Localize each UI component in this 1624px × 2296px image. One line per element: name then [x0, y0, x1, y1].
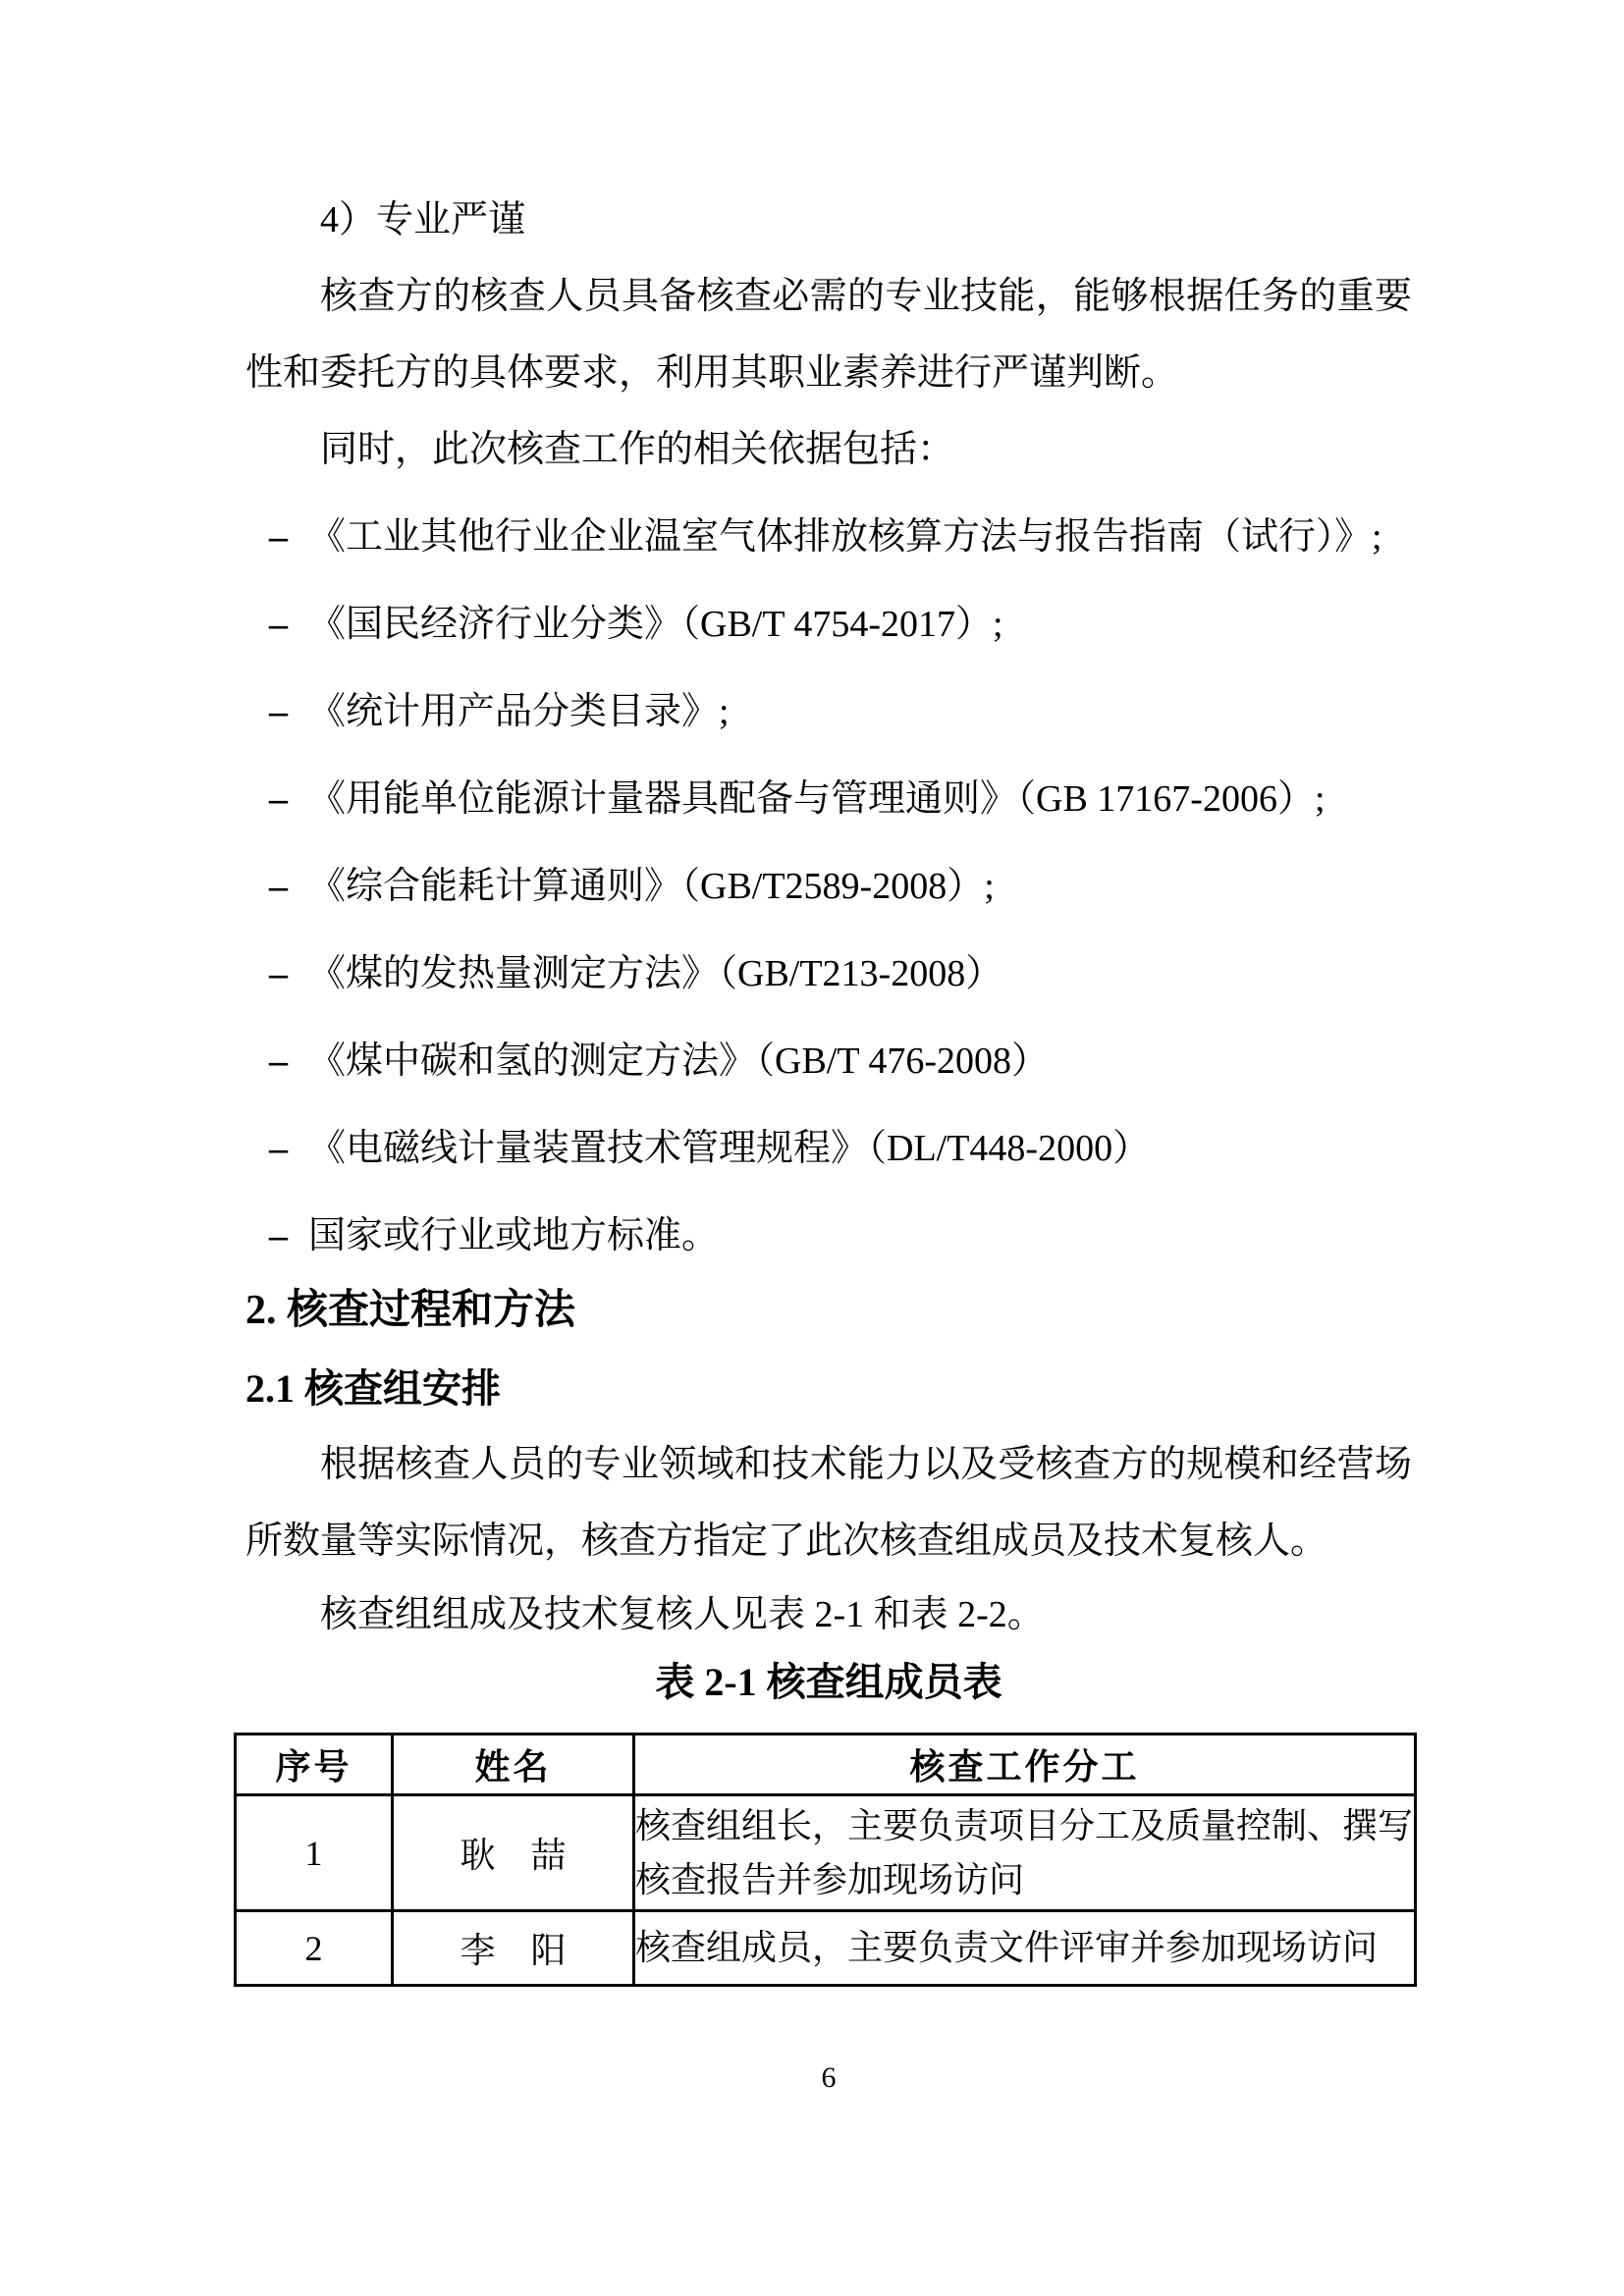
reference-list-item [245, 1211, 1412, 1260]
list-dash: – [269, 778, 288, 820]
section-heading-2: 2. 核查过程和方法 [245, 1288, 576, 1333]
reference-list-item [245, 1037, 1412, 1086]
table-row [236, 1911, 1416, 1986]
table-2-1-title: 表 2-1 核查组成员表 [655, 1660, 1002, 1704]
table-header-name: 姓名 [393, 1735, 634, 1795]
reference-text: 《综合能耗计算通则》（GB/T2589-2008）; [308, 866, 995, 907]
list-dash: – [269, 516, 288, 558]
reference-list-item [245, 949, 1412, 998]
page-content [245, 182, 1412, 2098]
list-dash: – [269, 1128, 288, 1169]
list-dash: – [269, 1215, 288, 1256]
reference-text: 《统计用产品分类目录》; [308, 691, 730, 732]
table-cell-no: 2 [236, 1911, 393, 1986]
paragraph-basis-intro: 同时，此次核查工作的相关依据包括： [320, 429, 955, 470]
list-dash: – [269, 691, 288, 732]
reference-list-item [245, 862, 1412, 911]
reference-list [245, 512, 1412, 1260]
reference-text: 《国民经济行业分类》（GB/T 4754-2017）; [308, 604, 1003, 645]
reference-text: 《工业其他行业企业温室气体排放核算方法与报告指南（试行）》; [308, 516, 1382, 558]
reference-list-item [245, 1124, 1412, 1173]
table-cell-no: 1 [236, 1795, 393, 1911]
reference-text: 《电磁线计量装置技术管理规程》（DL/T448-2000） [308, 1128, 1151, 1169]
reference-list-item [245, 512, 1412, 561]
list-dash: – [269, 604, 288, 645]
table-header-row [236, 1735, 1416, 1795]
paragraph-team-arrangement: 根据核查人员的专业领域和技术能力以及受核查方的规模和经营场所数量等实际情况，核查方指定了此次核查组成员及技术复核人。 [245, 1444, 1412, 1562]
section-heading-2-1: 2.1 核查组安排 [245, 1366, 501, 1411]
reference-text: 国家或行业或地方标准。 [308, 1215, 720, 1256]
table-cell-duty: 核查组成员，主要负责文件评审并参加现场访问 [634, 1911, 1416, 1986]
paragraph-table-reference: 核查组组成及技术复核人见表 2-1 和表 2-2。 [320, 1594, 1045, 1635]
table-header-duty: 核查工作分工 [634, 1735, 1416, 1795]
reference-list-item [245, 774, 1412, 824]
reference-text: 《煤的发热量测定方法》（GB/T213-2008） [308, 953, 1003, 994]
verification-team-table [234, 1733, 1417, 1987]
reference-text: 《用能单位能源计量器具配备与管理通则》（GB 17167-2006）; [308, 778, 1326, 820]
table-header-no: 序号 [236, 1735, 393, 1795]
reference-text: 《煤中碳和氢的测定方法》（GB/T 476-2008） [308, 1041, 1050, 1082]
page-number: 6 [821, 2061, 837, 2094]
list-item-heading: 4）专业严谨 [320, 199, 526, 240]
table-row [236, 1795, 1416, 1911]
list-dash: – [269, 953, 288, 994]
paragraph-professional-rigor: 核查方的核查人员具备核查必需的专业技能，能够根据任务的重要性和委托方的具体要求，利用其职业素养进行严谨判断。 [245, 276, 1412, 394]
list-dash: – [269, 866, 288, 907]
table-cell-name: 李 阳 [393, 1911, 634, 1986]
reference-list-item [245, 600, 1412, 649]
reference-list-item [245, 687, 1412, 736]
list-dash: – [269, 1041, 288, 1082]
table-cell-duty: 核查组组长，主要负责项目分工及质量控制、撰写核查报告并参加现场访问 [634, 1795, 1416, 1911]
table-cell-name: 耿 喆 [393, 1795, 634, 1911]
